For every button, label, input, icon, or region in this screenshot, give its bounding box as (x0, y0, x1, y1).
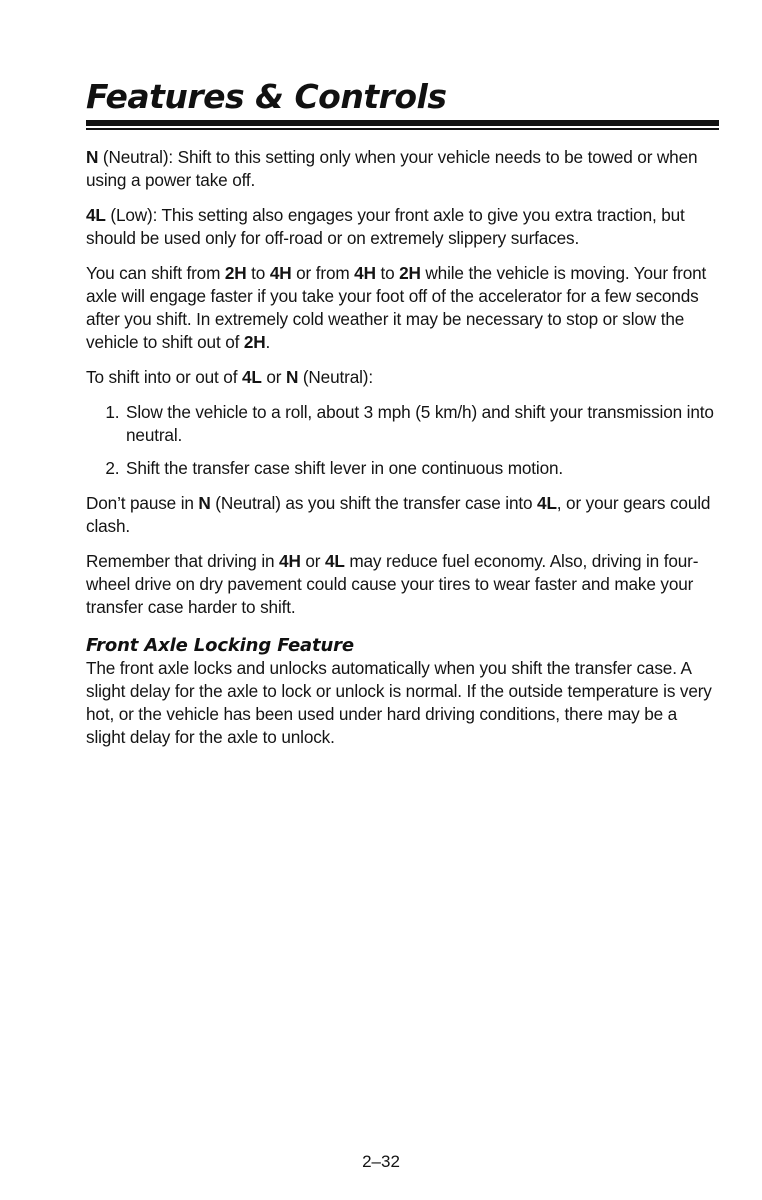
bold-term: 4H (269, 263, 292, 283)
text-span: To shift into or out of (86, 367, 242, 387)
paragraph-dont-pause (86, 492, 716, 538)
text-span: Don’t pause in (86, 493, 199, 513)
text-span: or from (291, 263, 355, 283)
text-span: or (261, 367, 286, 387)
page-title: Features & Controls (86, 77, 447, 116)
text-span: Remember that driving in (86, 551, 280, 571)
bold-term: 4H (354, 263, 376, 283)
paragraph-shift-on-the-move (86, 262, 716, 354)
text-span: , or your gears could clash. (86, 493, 711, 536)
bold-term: 4L (324, 551, 345, 571)
section-body: The front axle locks and unlocks automatically when you shift the transfer case. A slight delay for the axle to lock or unlock is normal. If the outside temperature is very hot, or the vehicle has been used under hard driving conditions, there may be a slight delay for the axle to unlock. (86, 658, 712, 747)
list-item: 1. Slow the vehicle to a roll, about 3 mph (5 km/h) and shift your transmission into neutral. (124, 401, 716, 447)
text-span: . (265, 332, 271, 352)
text-span: may reduce fuel economy. Also, driving in four-wheel drive on dry pavement could cause your tires to wear faster and make your transfer case harder to shift. (86, 551, 699, 617)
text-span: to (375, 263, 400, 283)
paragraph-neutral (86, 146, 716, 192)
text-span: while the vehicle is moving. Your front axle will engage faster if you take your foot off of the accelerator for a few seconds after you shift. In extremely cold weather it may be necessary to stop or slow the vehicle to shift out of (86, 263, 707, 352)
text-span: (Neutral) as you shift the transfer case into (210, 493, 538, 513)
text-span: or (300, 551, 325, 571)
bold-term: N (285, 367, 299, 387)
bold-term: 2H (399, 263, 421, 283)
paragraph-remember (86, 550, 716, 619)
list-item: 2. Shift the transfer case shift lever in one continuous motion. (124, 457, 716, 480)
text-span: to (246, 263, 270, 283)
header-rule-thin (86, 128, 719, 130)
term-n: N (86, 147, 99, 167)
text-span: You can shift from (86, 263, 225, 283)
header-rule-thick (86, 120, 719, 126)
paragraph-shift-intro (86, 366, 716, 389)
bold-term: 4L (241, 367, 262, 387)
paragraph-neutral-text: (Neutral): Shift to this setting only when your vehicle needs to be towed or when using a power take off. (86, 147, 698, 190)
paragraph-low (86, 204, 716, 250)
section-heading: Front Axle Locking Feature (86, 635, 354, 656)
bold-term: 2H (243, 332, 266, 352)
page-number: 2–32 (362, 1152, 400, 1171)
bold-term: 4L (537, 493, 557, 513)
page-content (86, 146, 716, 761)
bold-term: N (198, 493, 211, 513)
term-4l: 4L (86, 205, 106, 225)
text-span: (Neutral): (298, 367, 373, 387)
shift-steps-list (86, 401, 716, 480)
bold-term: 2H (224, 263, 247, 283)
bold-term: 4H (279, 551, 301, 571)
paragraph-low-text: (Low): This setting also engages your front axle to give you extra traction, but should be used only for off-road or on extremely slippery surfaces. (86, 205, 685, 248)
